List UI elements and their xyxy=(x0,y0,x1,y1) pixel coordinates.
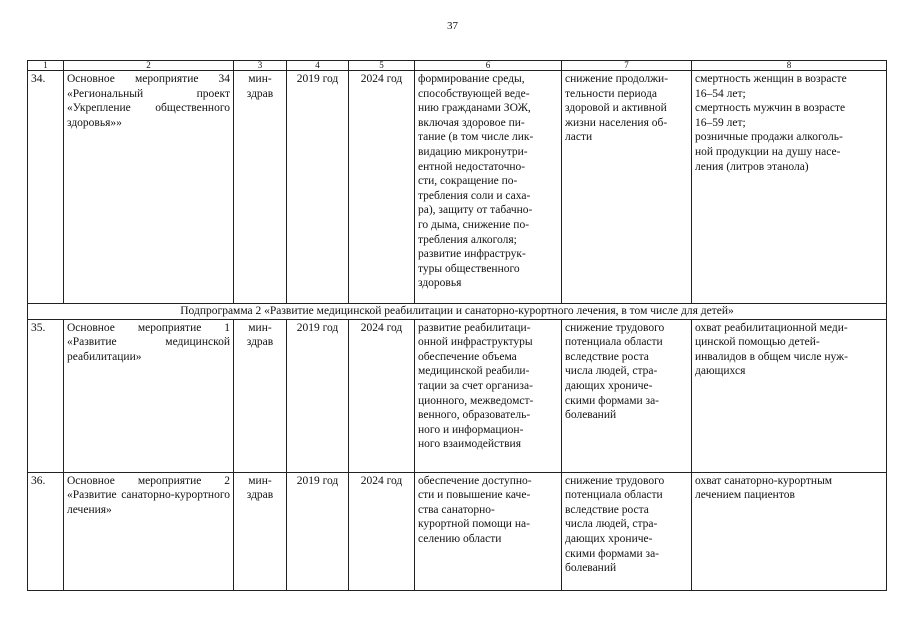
measure-name: Основное мероприятие 2 «Развитие санаторно-курортного лечения» xyxy=(64,472,234,590)
row-number: 34. xyxy=(28,71,64,304)
column-header: 8 xyxy=(692,61,887,71)
measures-table xyxy=(27,60,887,591)
column-header: 4 xyxy=(287,61,349,71)
end-year: 2024 год xyxy=(349,71,415,304)
measure-content: обеспечение доступно- сти и повышение каче- ства санаторно- курортной помощи на- селению области xyxy=(415,472,562,590)
row-number: 35. xyxy=(28,319,64,472)
expected-result: снижение трудового потенциала области вследствие роста числа людей, стра- дающих хрониче- скими формами за- болеваний xyxy=(562,319,692,472)
start-year: 2019 год xyxy=(287,71,349,304)
measure-content: развитие реабилитаци- онной инфраструктуры обеспечение объема медицинской реабили- тации за счет организа- ционного, межведомст- венного, образователь- ного и информацион- ного взаимодействия xyxy=(415,319,562,472)
end-year: 2024 год xyxy=(349,472,415,590)
start-year: 2019 год xyxy=(287,472,349,590)
column-header: 2 xyxy=(64,61,234,71)
start-year: 2019 год xyxy=(287,319,349,472)
subprogram-title: Подпрограмма 2 «Развитие медицинской реабилитации и санаторно-курортного лечения, в том числе для детей» xyxy=(28,304,887,320)
column-header: 6 xyxy=(415,61,562,71)
measure-content: формирование среды, способствующей веде- нию гражданами ЗОЖ, включая здоровое пи- тание (в том числе лик- видацию микронутри- ентной недостаточно- сти, сокращение по- требления соли и саха- ра), защиту от табачно- го дыма, снижение по- требления алкоголя; развитие инфраструк- туры общественного здоровья xyxy=(415,71,562,304)
column-header: 7 xyxy=(562,61,692,71)
table-row xyxy=(28,71,887,304)
executor: мин- здрав xyxy=(234,71,287,304)
table-row xyxy=(28,472,887,590)
executor: мин- здрав xyxy=(234,319,287,472)
indicators: охват реабилитационной меди- цинской помощью детей- инвалидов в общем числе нуж- дающихся xyxy=(692,319,887,472)
expected-result: снижение продолжи- тельности периода здоровой и активной жизни населения об- ласти xyxy=(562,71,692,304)
column-header: 5 xyxy=(349,61,415,71)
column-header: 3 xyxy=(234,61,287,71)
end-year: 2024 год xyxy=(349,319,415,472)
column-header: 1 xyxy=(28,61,64,71)
subprogram-row xyxy=(28,304,887,320)
measure-name: Основное мероприятие 34 «Региональный проект «Укрепление общественного здоровья»» xyxy=(64,71,234,304)
row-number: 36. xyxy=(28,472,64,590)
executor: мин- здрав xyxy=(234,472,287,590)
expected-result: снижение трудового потенциала области вследствие роста числа людей, стра- дающих хрониче- скими формами за- болеваний xyxy=(562,472,692,590)
table-row xyxy=(28,319,887,472)
column-number-header xyxy=(28,61,887,71)
measure-name: Основное мероприятие 1 «Развитие медицинской реабилитации» xyxy=(64,319,234,472)
indicators: смертность женщин в возрасте 16–54 лет; смертность мужчин в возрасте 16–59 лет; розничные продажи алкоголь- ной продукции на душу насе- ления (литров этанола) xyxy=(692,71,887,304)
indicators: охват санаторно-курортным лечением пациентов xyxy=(692,472,887,590)
page-number: 37 xyxy=(447,20,458,32)
